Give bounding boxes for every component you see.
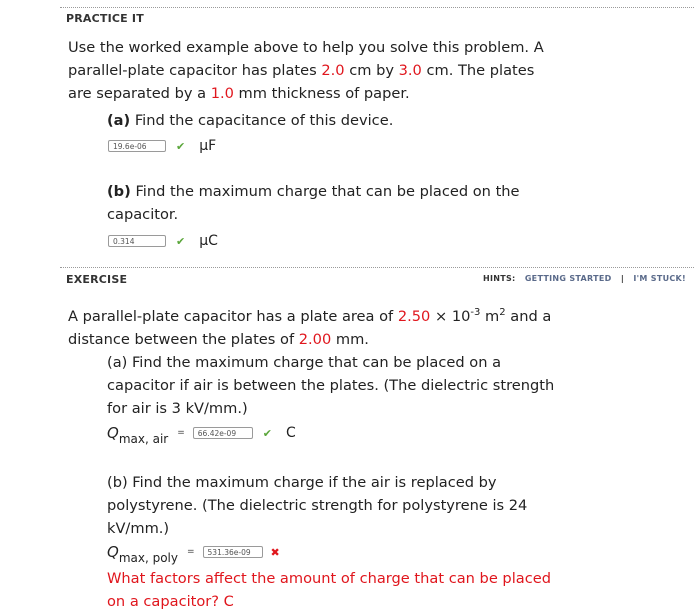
answer-input-capacitance[interactable]: 19.6e-06 (108, 140, 166, 152)
exercise-part-a-question: (a) Find the maximum charge that can be placed on a capacitor if air is between the plates. (The dielectric strength for air is 3 kV/mm.) (107, 354, 555, 417)
check-icon: ✔ (176, 139, 186, 153)
im-stuck-link[interactable]: I'M STUCK! (633, 274, 686, 283)
q-symbol: $Q_{max, poly}$ (107, 543, 178, 565)
check-icon: ✔ (262, 426, 272, 440)
q-symbol: $Q_{max, air}$ (107, 424, 169, 446)
exercise-part-a-answer-row: $Q_{max, air}$ = 66.42e-09 ✔ C (107, 424, 296, 446)
practice-intro: Use the worked example above to help you solve this problem. A parallel-plate capacitor has plates 2.0 cm by 3.0 cm. The plates are separated by a 1.0 mm thickness of paper. (68, 39, 544, 102)
answer-input-qmax-poly[interactable]: 531.36e-09 (203, 546, 263, 558)
practice-part-b-answer-row (108, 233, 218, 249)
feedback-message: What factors affect the amount of charge that can be placed on a capacitor? C (107, 570, 551, 610)
practice-part-a-question: (a) Find the capacitance of this device. (107, 112, 394, 129)
exercise-part-b-question: (b) Find the maximum charge if the air is replaced by polystyrene. (The dielectric strength for polystyrene is 24 kV/mm.) (107, 474, 528, 537)
unit-label: µF (199, 138, 217, 154)
cross-icon: ✖ (270, 545, 280, 559)
unit-label: µC (199, 233, 218, 249)
practice-part-b-question: (b) Find the maximum charge that can be placed on the capacitor. (107, 183, 520, 223)
getting-started-link[interactable]: GETTING STARTED (524, 274, 612, 283)
exercise-part-b-answer-row: $Q_{max, poly}$ = 531.36e-09 ✖ (107, 543, 280, 565)
check-icon: ✔ (176, 234, 186, 248)
hints-bar: HINTS: GETTING STARTED | I'M STUCK! (482, 274, 686, 283)
top-divider (60, 7, 694, 8)
answer-input-qmax-air[interactable]: 66.42e-09 (193, 427, 253, 439)
section-divider (60, 267, 694, 268)
practice-part-a-answer-row (108, 138, 216, 154)
practice-title: PRACTICE IT (66, 12, 144, 25)
unit-label: C (285, 425, 296, 441)
answer-input-charge[interactable]: 0.314 (108, 235, 166, 247)
exercise-title: EXERCISE (66, 273, 128, 286)
exercise-intro: A parallel-plate capacitor has a plate area of $2.50 \times 10^{-3}$ $m^2$ and a distance between the plates of 2.00 mm. (68, 307, 552, 348)
